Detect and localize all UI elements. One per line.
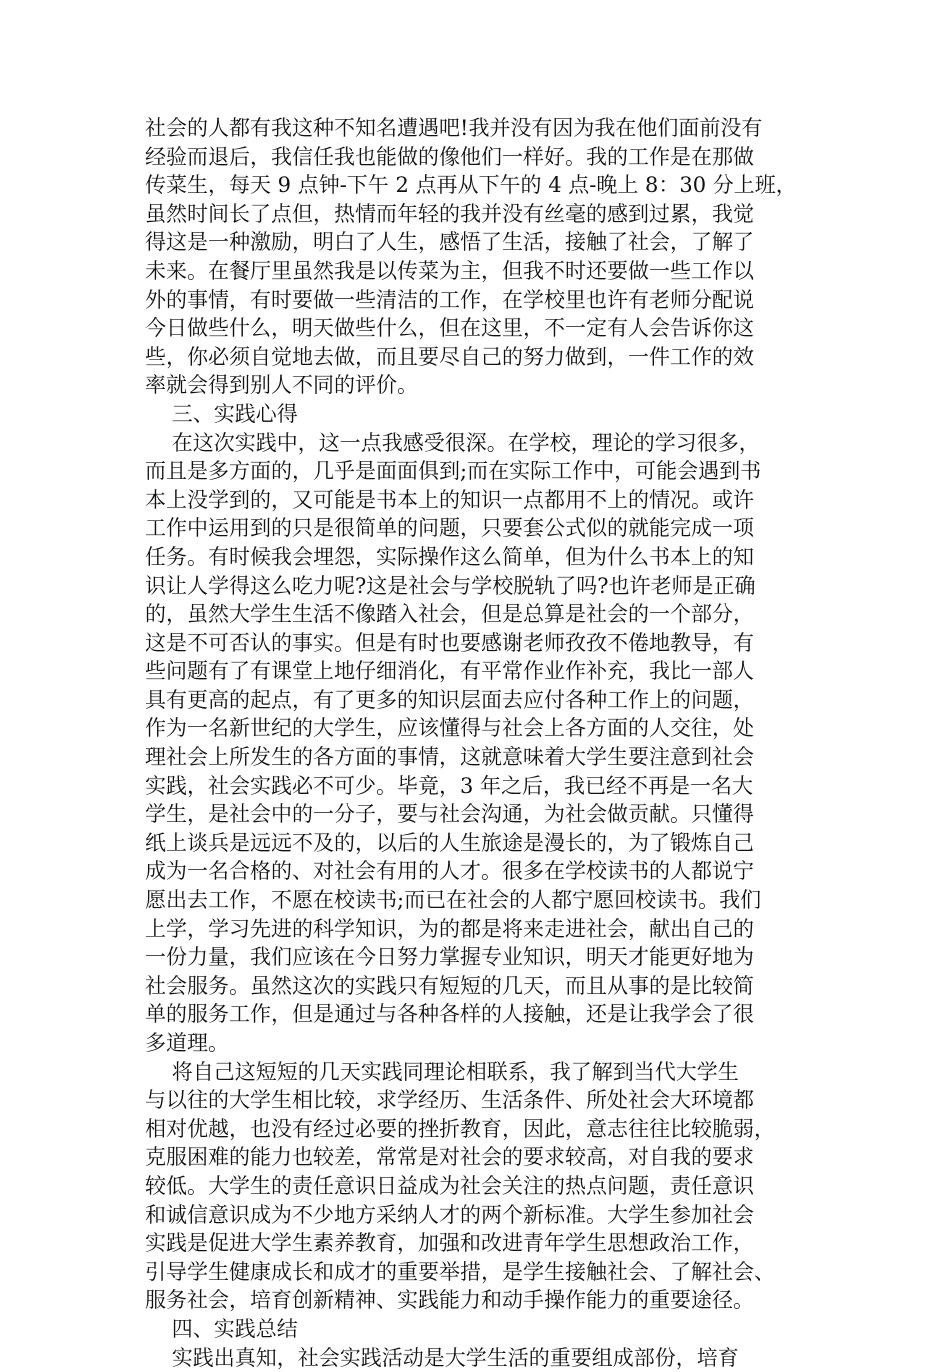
text-line: 率就会得到别人不同的评价。 xyxy=(145,373,418,398)
text-line: 的，虽然大学生生活不像踏入社会，但是总算是社会的一个部分， xyxy=(145,602,754,627)
text-line: 相对优越，也没有经过必要的挫折教育，因此，意志往往比较脆弱， xyxy=(145,1116,775,1141)
text-line: 在这次实践中，这一点我感受很深。在学校，理论的学习很多， xyxy=(145,430,760,455)
text-line: 与以往的大学生相比较，求学经历、生活条件、所处社会大环境都 xyxy=(145,1088,754,1113)
text-line: 具有更高的起点，有了更多的知识层面去应付各种工作上的问题， xyxy=(145,687,754,712)
text-line: 成为一名合格的、对社会有用的人才。很多在学校读书的人都说宁 xyxy=(145,859,754,884)
text-line: 学生，是社会中的一分子，要与社会沟通，为社会做贡献。只懂得 xyxy=(145,802,754,827)
text-line: 社会的人都有我这种不知名遭遇吧!我并没有因为我在他们面前没有 xyxy=(145,116,763,140)
text-line: 任务。有时候我会埋怨，实际操作这么简单，但为什么书本上的知 xyxy=(145,544,754,569)
text-line: 纸上谈兵是远远不及的，以后的人生旅途是漫长的，为了锻炼自己 xyxy=(145,830,754,855)
text-line: 实践，社会实践必不可少。毕竟，3 年之后，我已经不再是一名大 xyxy=(145,773,754,798)
text-line: 些问题有了有课堂上地仔细消化，有平常作业作补充，我比一部人 xyxy=(145,659,754,684)
text-line: 克服困难的能力也较差，常常是对社会的要求较高，对自我的要求 xyxy=(145,1145,754,1170)
text-line: 一份力量，我们应该在今日努力掌握专业知识，明天才能更好地为 xyxy=(145,945,754,970)
text-line: 而且是多方面的，几乎是面面俱到;而在实际工作中，可能会遇到书 xyxy=(145,459,762,484)
text-line: 经验而退后，我信任我也能做的像他们一样好。我的工作是在那做 xyxy=(145,144,754,169)
text-line: 社会服务。虽然这次的实践只有短短的几天，而且从事的是比较简 xyxy=(145,973,754,998)
text-line: 本上没学到的，又可能是书本上的知识一点都用不上的情况。或许 xyxy=(145,487,754,512)
text-line: 服务社会，培育创新精神、实践能力和动手操作能力的重要途径。 xyxy=(145,1288,754,1313)
text-line: 四、实践总结 xyxy=(145,1316,298,1341)
text-line: 得这是一种激励，明白了人生，感悟了生活，接触了社会，了解了 xyxy=(145,230,754,255)
text-line: 实践是促进大学生素养教育，加强和改进青年学生思想政治工作， xyxy=(145,1231,754,1256)
text-line: 作为一名新世纪的大学生，应该懂得与社会上各方面的人交往，处 xyxy=(145,716,754,741)
text-line: 和诚信意识成为不少地方采纳人才的两个新标准。大学生参加社会 xyxy=(145,1202,754,1227)
text-line: 较低。大学生的责任意识日益成为社会关注的热点问题，责任意识 xyxy=(145,1173,754,1198)
text-line: 未来。在餐厅里虽然我是以传菜为主，但我不时还要做一些工作以 xyxy=(145,258,754,283)
text-line: 单的服务工作，但是通过与各种各样的人接触，还是让我学会了很 xyxy=(145,1002,754,1027)
text-line: 这是不可否认的事实。但是有时也要感谢老师孜孜不倦地教导，有 xyxy=(145,630,754,655)
text-line: 传菜生，每天 9 点钟-下午 2 点再从下午的 4 点-晚上 8：30 分上班， xyxy=(145,173,797,198)
text-line: 将自己这短短的几天实践同理论相联系，我了解到当代大学生 xyxy=(145,1059,739,1084)
text-line: 识让人学得这么吃力呢?这是社会与学校脱轨了吗?也许老师是正确 xyxy=(145,573,756,598)
text-line: 三、实践心得 xyxy=(145,401,298,426)
text-line: 理社会上所发生的各方面的事情，这就意味着大学生要注意到社会 xyxy=(145,745,754,770)
text-line: 工作中运用到的只是很简单的问题，只要套公式似的就能完成一项 xyxy=(145,516,754,541)
text-line: 多道理。 xyxy=(145,1031,229,1055)
text-line: 今日做些什么，明天做些什么，但在这里，不一定有人会告诉你这 xyxy=(145,316,754,341)
text-line: 引导学生健康成长和成才的重要举措，是学生接触社会、了解社会、 xyxy=(145,1259,775,1284)
text-line: 些，你必须自觉地去做，而且要尽自己的努力做到，一件工作的效 xyxy=(145,344,754,369)
text-line: 外的事情，有时要做一些清洁的工作，在学校里也许有老师分配说 xyxy=(145,287,754,312)
text-line: 虽然时间长了点但，热情而年轻的我并没有丝毫的感到过累，我觉 xyxy=(145,201,754,226)
text-line: 愿出去工作，不愿在校读书;而已在社会的人都宁愿回校读书。我们 xyxy=(145,888,762,913)
document-body xyxy=(145,114,805,1372)
text-line: 实践出真知，社会实践活动是大学生活的重要组成部份，培育 xyxy=(145,1345,739,1370)
text-line: 上学，学习先进的科学知识，为的都是将来走进社会，献出自己的 xyxy=(145,916,754,941)
